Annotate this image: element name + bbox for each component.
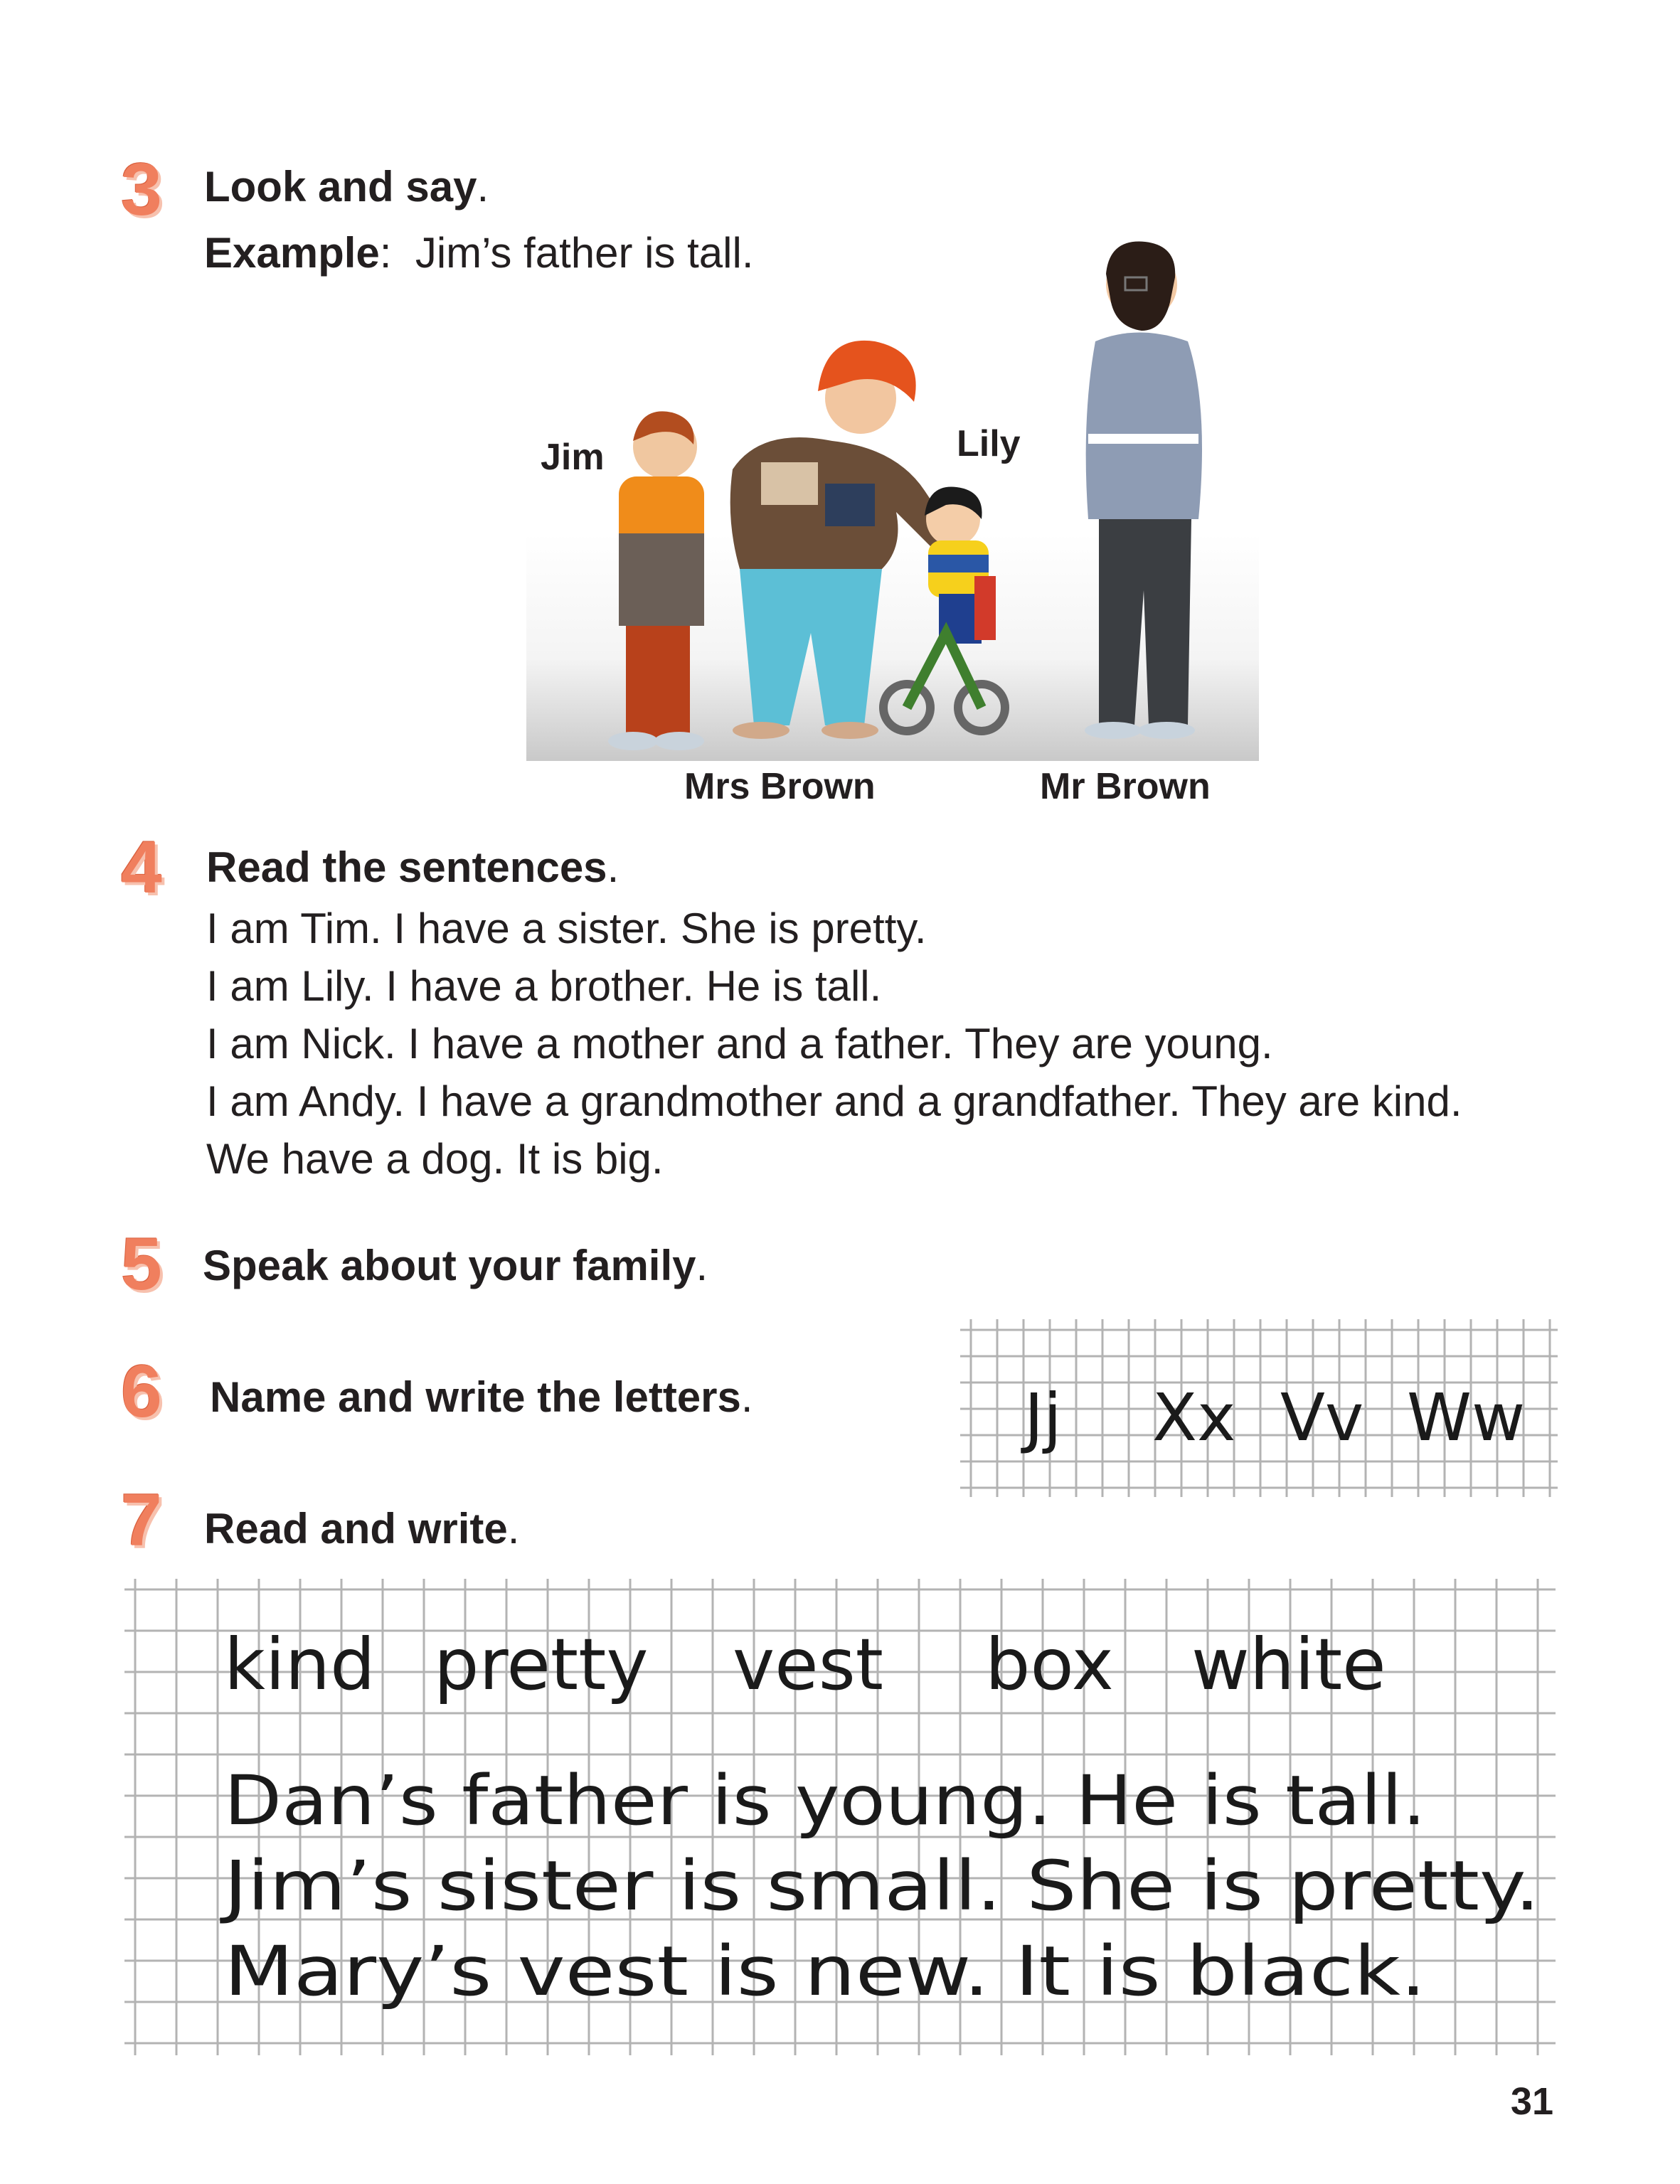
written-sentence: Dan’s father is young. He is tall.: [224, 1761, 1426, 1841]
exercise-number-7: 7: [121, 1479, 162, 1562]
exercise-title-text: Read and write: [204, 1505, 508, 1552]
sentence: I am Nick. I have a mother and a father. They are young.: [206, 1020, 1273, 1067]
exercise-title-7: [204, 1505, 520, 1552]
example-colon: :: [379, 229, 392, 277]
word: white: [1191, 1623, 1386, 1706]
word: pretty: [434, 1623, 649, 1706]
exercise-number-3: 3: [121, 149, 162, 231]
example-text: Jim’s father is tall.: [415, 229, 754, 277]
exercise-title-punct: .: [507, 1505, 520, 1552]
sentence: I am Lily. I have a brother. He is tall.: [206, 962, 882, 1010]
label-mrs-brown: Mrs Brown: [684, 766, 876, 807]
exercise-title-punct: .: [477, 163, 489, 211]
letter-pair: Xx: [1152, 1380, 1236, 1456]
exercise-title-text: Speak about your family: [203, 1242, 696, 1289]
exercise-title-text: Read the sentences: [206, 843, 607, 891]
label-jim: Jim: [541, 437, 605, 478]
exercise-number-4: 4: [121, 826, 162, 909]
word: box: [985, 1623, 1114, 1706]
written-sentence: Mary’s vest is new. It is black.: [224, 1932, 1426, 2011]
letter-pair: Jj: [1024, 1380, 1062, 1456]
exercise-number-6: 6: [121, 1351, 162, 1433]
word: kind: [224, 1623, 376, 1706]
sentence: I am Andy. I have a grandmother and a grandfather. They are kind.: [206, 1077, 1462, 1125]
example-label: Example: [204, 229, 380, 277]
sentence: We have a dog. It is big.: [206, 1135, 664, 1183]
exercise-title-punct: .: [696, 1242, 708, 1289]
writing-grid: [124, 1579, 1556, 2055]
exercise-title-3: [204, 163, 489, 211]
letter-pair: Vv: [1280, 1380, 1364, 1456]
family-illustration: [526, 235, 1259, 761]
label-mr-brown: Mr Brown: [1040, 766, 1211, 807]
word: vest: [733, 1623, 884, 1706]
sentence-list: [206, 900, 1462, 1188]
exercise-title-punct: .: [740, 1373, 753, 1421]
exercise-title-text: Look and say: [204, 163, 477, 211]
exercise-title-5: [203, 1242, 708, 1289]
letters-grid: [960, 1319, 1558, 1497]
exercise-number-5: 5: [121, 1223, 162, 1306]
written-sentence: Jim’s sister is small. She is pretty.: [220, 1846, 1540, 1926]
page-number: 31: [1510, 2080, 1553, 2123]
sentence: I am Tim. I have a sister. She is pretty.: [206, 905, 927, 952]
exercise-title-text: Name and write the letters: [210, 1373, 741, 1421]
exercise-title-4: [206, 843, 620, 891]
letter-pair: Ww: [1407, 1380, 1526, 1456]
label-lily: Lily: [957, 423, 1021, 464]
exercise-title-6: [210, 1373, 753, 1421]
exercise-title-punct: .: [607, 843, 620, 891]
